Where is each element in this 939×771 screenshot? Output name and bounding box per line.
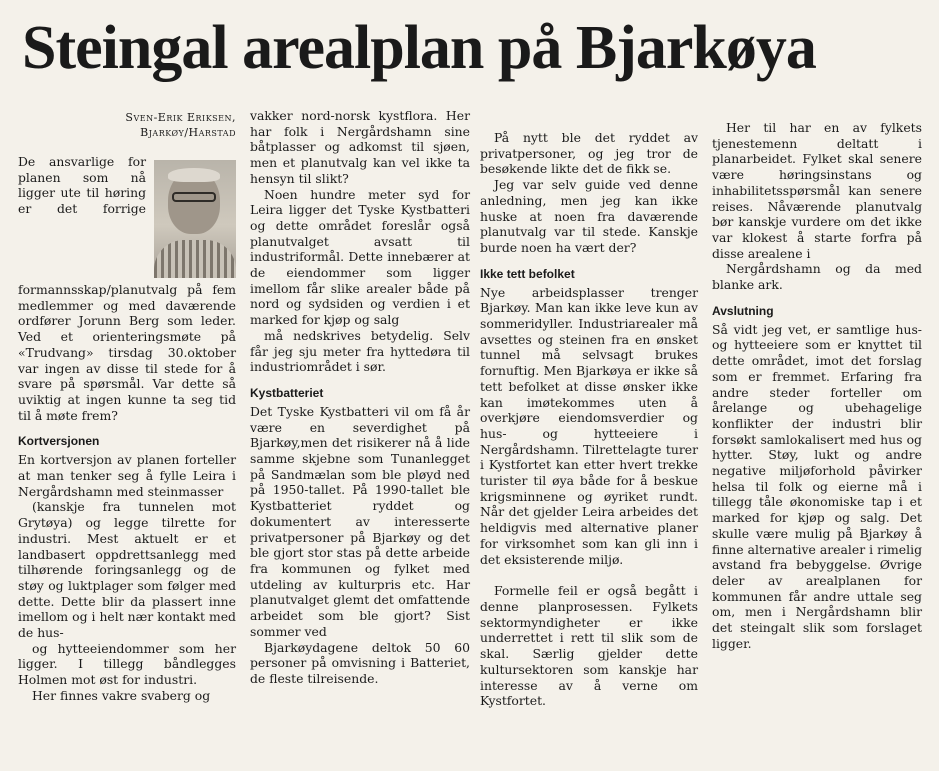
paragraph: Så vidt jeg vet, er samtlige hus- og hytteeiere som er knyttet til dette området, imot det forslag som er fremmet. Erfaring fra andre steder forteller om årelange og ubehagelige konflikter der industri blir forsøkt samlokalisert med hus og hytter. Støy, lukt og andre negative miljøforhold påvirker helsa til folk og eierne må i tillegg tåle økonomiske tap i et marked for kjøp og salg. Det skulle være mulig på Bjarkøy å finne alternative arealer i rimelig avstand fra bebyggelse. Øvrige deler av arealplanen for kommunen får andre uttale seg om, men i Nergårdshamn blir det steingalt slik som forslaget ligger.	[712, 321, 922, 651]
paragraph-spacer	[480, 567, 698, 583]
paragraph: Formelle feil er også begått i denne planprosessen. Fylkets sektormyndigheter er ikke underrettet i rett til slik som de skal. Særlig gjelder dette kultursektoren som kanskje har interesse av å verne om Kystfortet.	[480, 583, 698, 709]
paragraph: Det Tyske Kystbatteri vil om få år være en severdighet på Bjarkøy,men det risikerer nå å lide samme skjebne som Tunanlegget på Sandmælan som ble pløyd ned på 1950-tallet. På 1990-tallet ble Kystbatteriet ryddet og dokumentert av interesserte privatpersoner på Bjarkøy og det ble gjort stor stas på dette arbeide fra kommunen og fylket med utdeling av kulturpris etc. Har planutvalget glemt det omfattende arbeidet som ble gjort? Sist sommer ved	[250, 403, 470, 639]
paragraph: Her finnes vakre svaberg og	[32, 687, 211, 703]
article-headline: Steingal arealplan på Bjarkøya	[22, 14, 816, 82]
paragraph: Jeg var selv guide ved denne anledning, men jeg kan ikke huske at noen fra daværende planutvalg var til stede. Kanskje burde noen ha vært der?	[480, 177, 698, 255]
article-column-4	[712, 120, 922, 652]
paragraph: En kortversjon av planen forteller at man tenker seg å fylle Leira i Nergårdshamn med steinmasser	[18, 452, 236, 499]
byline-place: Bjarkøy/Harstad	[140, 126, 236, 139]
paragraph: Her til har en av fylkets tjenestemenn deltatt i planarbeidet. Fylket skal senere være høringsinstans og inhabilitetsspørsmål kan senere reises. Nåværende planutvalg bør kanskje vurdere om det ikke var klokest å starte forfra på disse arealene i	[712, 120, 922, 261]
paragraph: vakker nord-norsk kystflora. Her har folk i Nergårdshamn sine båtplasser og adkomst til sjøen, men et planutvalg kan vel ikke ta hensyn til slikt?	[250, 108, 470, 186]
paragraph: Bjarkøydagene deltok 50 60 personer på omvisning i Batteriet, de fleste tilreisende.	[250, 639, 470, 686]
author-portrait-photo	[154, 160, 236, 278]
portrait-shirt	[154, 240, 236, 278]
portrait-hair	[168, 168, 220, 182]
article-column-1	[18, 110, 236, 704]
paragraph: Nergårdshamn og da med blanke ark.	[712, 261, 922, 293]
paragraph: må nedskrives betydelig. Selv får jeg sju meter fra hyttedøra til industriområdet i sør.	[250, 327, 470, 375]
byline-author: Sven-Erik Eriksen,	[125, 111, 236, 124]
byline	[18, 110, 236, 140]
subheading-kortversjonen: Kortversjonen	[18, 434, 100, 449]
paragraph: På nytt ble det ryddet av privatpersoner, og jeg tror de besøkende likte det de fikk se.	[480, 130, 698, 177]
subheading-kystbatteriet: Kystbatteriet	[250, 385, 324, 400]
subheading-ikke-tett-befolket: Ikke tett befolket	[480, 266, 575, 281]
article-column-2	[250, 108, 470, 687]
paragraph: Noen hundre meter syd for Leira ligger det Tyske Kystbatteri og dette området foreslår også planutvalget avsatt til industriformål. Dette innebærer at de eiendommer som ligger imellom får slike arealer både på nord og sydsiden og verdien i et marked for kjøp og salg	[250, 186, 470, 328]
paragraph: og hytteeiendommer som her ligger. I tillegg båndlegges Holmen mot øst for industri.	[18, 640, 236, 688]
glasses-icon	[172, 192, 216, 202]
paragraph: Nye arbeidsplasser trenger Bjarkøy. Man kan ikke leve kun av sommeridyller. Industriarealer må avsettes og steinen fra en ønsket tunnel må selvsagt brukes fornuftig. Men Bjarkøya er ikke så tett befolket at disse ønsker ikke kan imøtekommes uten å overkjøre eiendomsverdier og hus- og hytteeiere i Nergårdshamn. Tilrettelagte turer i Kystfortet kan etter hvert trekke turister til øya både for å beskue krigsminnene og øyriket rundt. Når det gjelder Leira arbeides det heldigvis med alternative planer for virksomhet som kan gli inn i det eksisterende miljø.	[480, 284, 698, 567]
subheading-avslutning: Avslutning	[712, 303, 774, 318]
paragraph: De ansvarlige for planen som nå ligger ute til høring er det forrige formannsskap/planutvalg på fem medlemmer og med daværende ordfører Jorunn Berg som leder. Ved et orienteringsmøte på «Trudvang» tirsdag 30.oktober var ingen av disse til stede for å svare på spørsmål. Var dette så uviktig at ingen kunne ta seg tid til å møte frem?	[18, 154, 236, 423]
article-column-3	[480, 130, 698, 709]
paragraph: (kanskje fra tunnelen mot Grytøya) og legge tilrette for industri. Mest aktuelt er et landbasert oppdrettsanlegg med tilhørende foringsanlegg og de støy og luktplager som følger med dette. Dette blir da plassert inne imellom og i helt nær kontakt med de hus-	[18, 499, 236, 641]
